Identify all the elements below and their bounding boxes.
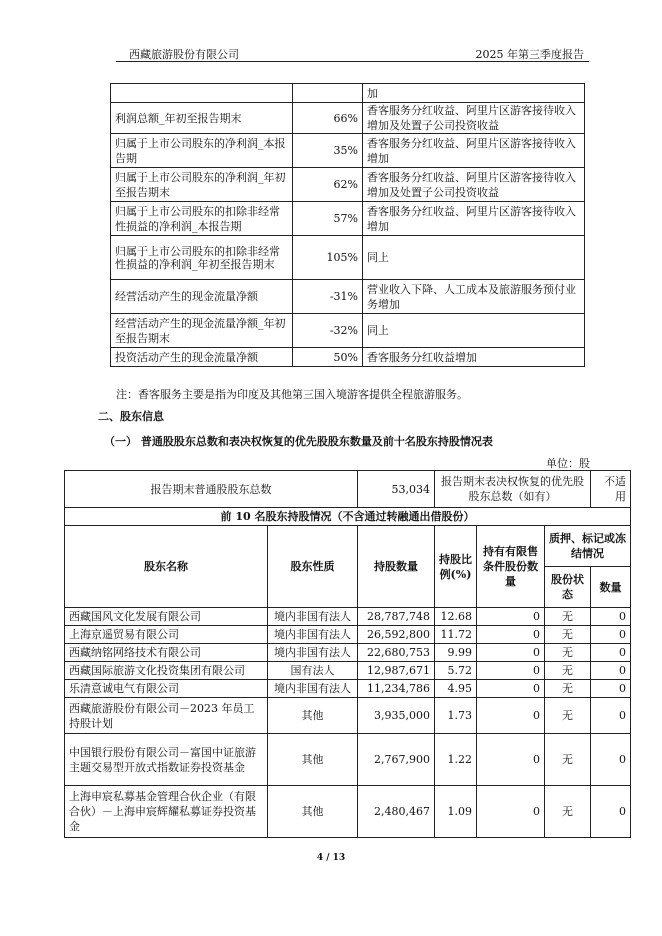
table-row — [65, 471, 631, 508]
holder-nature: 境内非国有法人 — [268, 680, 358, 698]
pref-holders-label: 报告期末表决权恢复的优先股股东总数（如有） — [435, 471, 591, 508]
holder-qty: 0 — [591, 734, 631, 786]
reason-cell: 营业收入下降、人工成本及旅游服务预付业务增加 — [363, 280, 585, 314]
table-row — [65, 508, 631, 526]
table-row — [65, 734, 631, 786]
section-title: 二、股东信息 — [98, 410, 164, 423]
col-header-nature: 股东性质 — [268, 526, 358, 608]
holder-status: 无 — [545, 644, 591, 662]
holder-nature: 境内非国有法人 — [268, 644, 358, 662]
holder-qty: 0 — [591, 662, 631, 680]
reason-cell: 同上 — [363, 236, 585, 280]
pct-cell: -32% — [293, 314, 363, 348]
reason-cell: 香客服务分红收益、阿里片区游客接待收入增加及处置子公司投资收益 — [363, 103, 585, 134]
holder-nature: 境内非国有法人 — [268, 626, 358, 644]
holder-shares: 22,680,753 — [358, 644, 435, 662]
item-cell: 经营活动产生的现金流量净额_年初至报告期末 — [111, 314, 293, 348]
holder-ratio: 11.72 — [435, 626, 477, 644]
holder-qty: 0 — [591, 626, 631, 644]
table-header-row — [65, 526, 631, 567]
holder-restricted: 0 — [477, 662, 545, 680]
header-report-title: 2025 年第三季度报告 — [475, 48, 584, 61]
holder-restricted: 0 — [477, 680, 545, 698]
pct-cell: 35% — [293, 134, 363, 168]
col-header-restricted: 持有有限售条件股份数量 — [477, 526, 545, 608]
holder-restricted: 0 — [477, 786, 545, 838]
reason-cell: 香客服务分红收益、阿里片区游客接待收入增加 — [363, 202, 585, 236]
item-cell: 经营活动产生的现金流量净额 — [111, 280, 293, 314]
holder-status: 无 — [545, 698, 591, 734]
col-header-ratio: 持股比例(%) — [435, 526, 477, 608]
holder-name: 西藏旅游股份有限公司－2023 年员工持股计划 — [65, 698, 268, 734]
holder-qty: 0 — [591, 786, 631, 838]
holder-restricted: 0 — [477, 644, 545, 662]
holder-status: 无 — [545, 662, 591, 680]
table-row — [65, 698, 631, 734]
holder-shares: 2,767,900 — [358, 734, 435, 786]
holder-nature: 其他 — [268, 698, 358, 734]
table-row — [111, 103, 585, 134]
subsection-title: （一） 普通股股东总数和表决权恢复的优先股股东数量及前十名股东持股情况表 — [104, 435, 493, 448]
item-cell: 归属于上市公司股东的净利润_本报告期 — [111, 134, 293, 168]
total-holders-label: 报告期末普通股股东总数 — [65, 471, 358, 508]
holder-shares: 2,480,467 — [358, 786, 435, 838]
holder-restricted: 0 — [477, 734, 545, 786]
col-header-pledge: 质押、标记或冻结情况 — [545, 526, 631, 567]
holder-restricted: 0 — [477, 626, 545, 644]
item-cell: 归属于上市公司股东的扣除非经常性损益的净利润_年初至报告期末 — [111, 236, 293, 280]
table-row — [65, 608, 631, 626]
header-company: 西藏旅游股份有限公司 — [129, 48, 239, 61]
col-header-name: 股东名称 — [65, 526, 268, 608]
col-header-shares: 持股数量 — [358, 526, 435, 608]
holder-qty: 0 — [591, 698, 631, 734]
holder-shares: 11,234,786 — [358, 680, 435, 698]
holder-ratio: 12.68 — [435, 608, 477, 626]
reason-cell: 香客服务分红收益、阿里片区游客接待收入增加及处置子公司投资收益 — [363, 168, 585, 202]
table-row — [65, 786, 631, 838]
holder-qty: 0 — [591, 644, 631, 662]
item-cell: 投资活动产生的现金流量净额 — [111, 348, 293, 367]
table-row — [111, 236, 585, 280]
holder-name: 西藏纳铭网络技术有限公司 — [65, 644, 268, 662]
item-cell: 利润总额_年初至报告期末 — [111, 103, 293, 134]
holder-ratio: 4.95 — [435, 680, 477, 698]
table-row — [65, 662, 631, 680]
holder-shares: 26,592,800 — [358, 626, 435, 644]
holder-name: 上海申宸私募基金管理合伙企业（有限合伙）－上海申宸辉耀私募证券投资基金 — [65, 786, 268, 838]
holder-ratio: 1.73 — [435, 698, 477, 734]
holder-name: 乐清意诚电气有限公司 — [65, 680, 268, 698]
holder-nature: 其他 — [268, 786, 358, 838]
holder-nature: 境内非国有法人 — [268, 608, 358, 626]
holder-name: 上海京遥贸易有限公司 — [65, 626, 268, 644]
table-row — [111, 168, 585, 202]
pct-cell: 105% — [293, 236, 363, 280]
unit-label: 单位：股 — [546, 457, 590, 470]
table-row — [111, 202, 585, 236]
table-row — [111, 280, 585, 314]
holder-restricted: 0 — [477, 698, 545, 734]
pct-cell: 57% — [293, 202, 363, 236]
table-row — [111, 84, 585, 103]
shareholder-table — [64, 470, 631, 838]
table-row — [65, 680, 631, 698]
holder-ratio: 5.72 — [435, 662, 477, 680]
holder-shares: 12,987,671 — [358, 662, 435, 680]
holder-nature: 其他 — [268, 734, 358, 786]
holder-name: 西藏国际旅游文化投资集团有限公司 — [65, 662, 268, 680]
item-cell: 归属于上市公司股东的扣除非经常性损益的净利润_本报告期 — [111, 202, 293, 236]
table-row — [111, 314, 585, 348]
holder-status: 无 — [545, 734, 591, 786]
holder-ratio: 1.22 — [435, 734, 477, 786]
holder-shares: 28,787,748 — [358, 608, 435, 626]
holder-qty: 0 — [591, 680, 631, 698]
total-holders-value: 53,034 — [358, 471, 435, 508]
change-reason-table — [110, 83, 585, 367]
holder-nature: 国有法人 — [268, 662, 358, 680]
header-divider — [116, 61, 589, 62]
reason-cell: 香客服务分红收益增加 — [363, 348, 585, 367]
holder-name: 西藏国风文化发展有限公司 — [65, 608, 268, 626]
table-row — [111, 134, 585, 168]
holder-name: 中国银行股份有限公司－富国中证旅游主题交易型开放式指数证券投资基金 — [65, 734, 268, 786]
footnote: 注：香客服务主要是指为印度及其他第三国入境游客提供全程旅游服务。 — [116, 388, 468, 401]
top10-title: 前 10 名股东持股情况（不含通过转融通出借股份） — [65, 508, 631, 526]
reason-cell: 加 — [363, 84, 585, 103]
holder-status: 无 — [545, 680, 591, 698]
table-row — [65, 626, 631, 644]
pct-cell: 50% — [293, 348, 363, 367]
item-cell: 归属于上市公司股东的净利润_年初至报告期末 — [111, 168, 293, 202]
page-number: 4 / 13 — [316, 853, 346, 863]
holder-shares: 3,935,000 — [358, 698, 435, 734]
holder-restricted: 0 — [477, 608, 545, 626]
table-row — [65, 644, 631, 662]
holder-status: 无 — [545, 626, 591, 644]
col-header-qty: 数量 — [591, 567, 631, 608]
reason-cell: 香客服务分红收益、阿里片区游客接待收入增加 — [363, 134, 585, 168]
holder-ratio: 1.09 — [435, 786, 477, 838]
holder-qty: 0 — [591, 608, 631, 626]
table-row — [111, 348, 585, 367]
holder-status: 无 — [545, 786, 591, 838]
reason-cell: 同上 — [363, 314, 585, 348]
pct-cell: 62% — [293, 168, 363, 202]
pct-cell: 66% — [293, 103, 363, 134]
pref-holders-value: 不适用 — [591, 471, 631, 508]
holder-status: 无 — [545, 608, 591, 626]
pct-cell: -31% — [293, 280, 363, 314]
col-header-status: 股份状态 — [545, 567, 591, 608]
holder-ratio: 9.99 — [435, 644, 477, 662]
